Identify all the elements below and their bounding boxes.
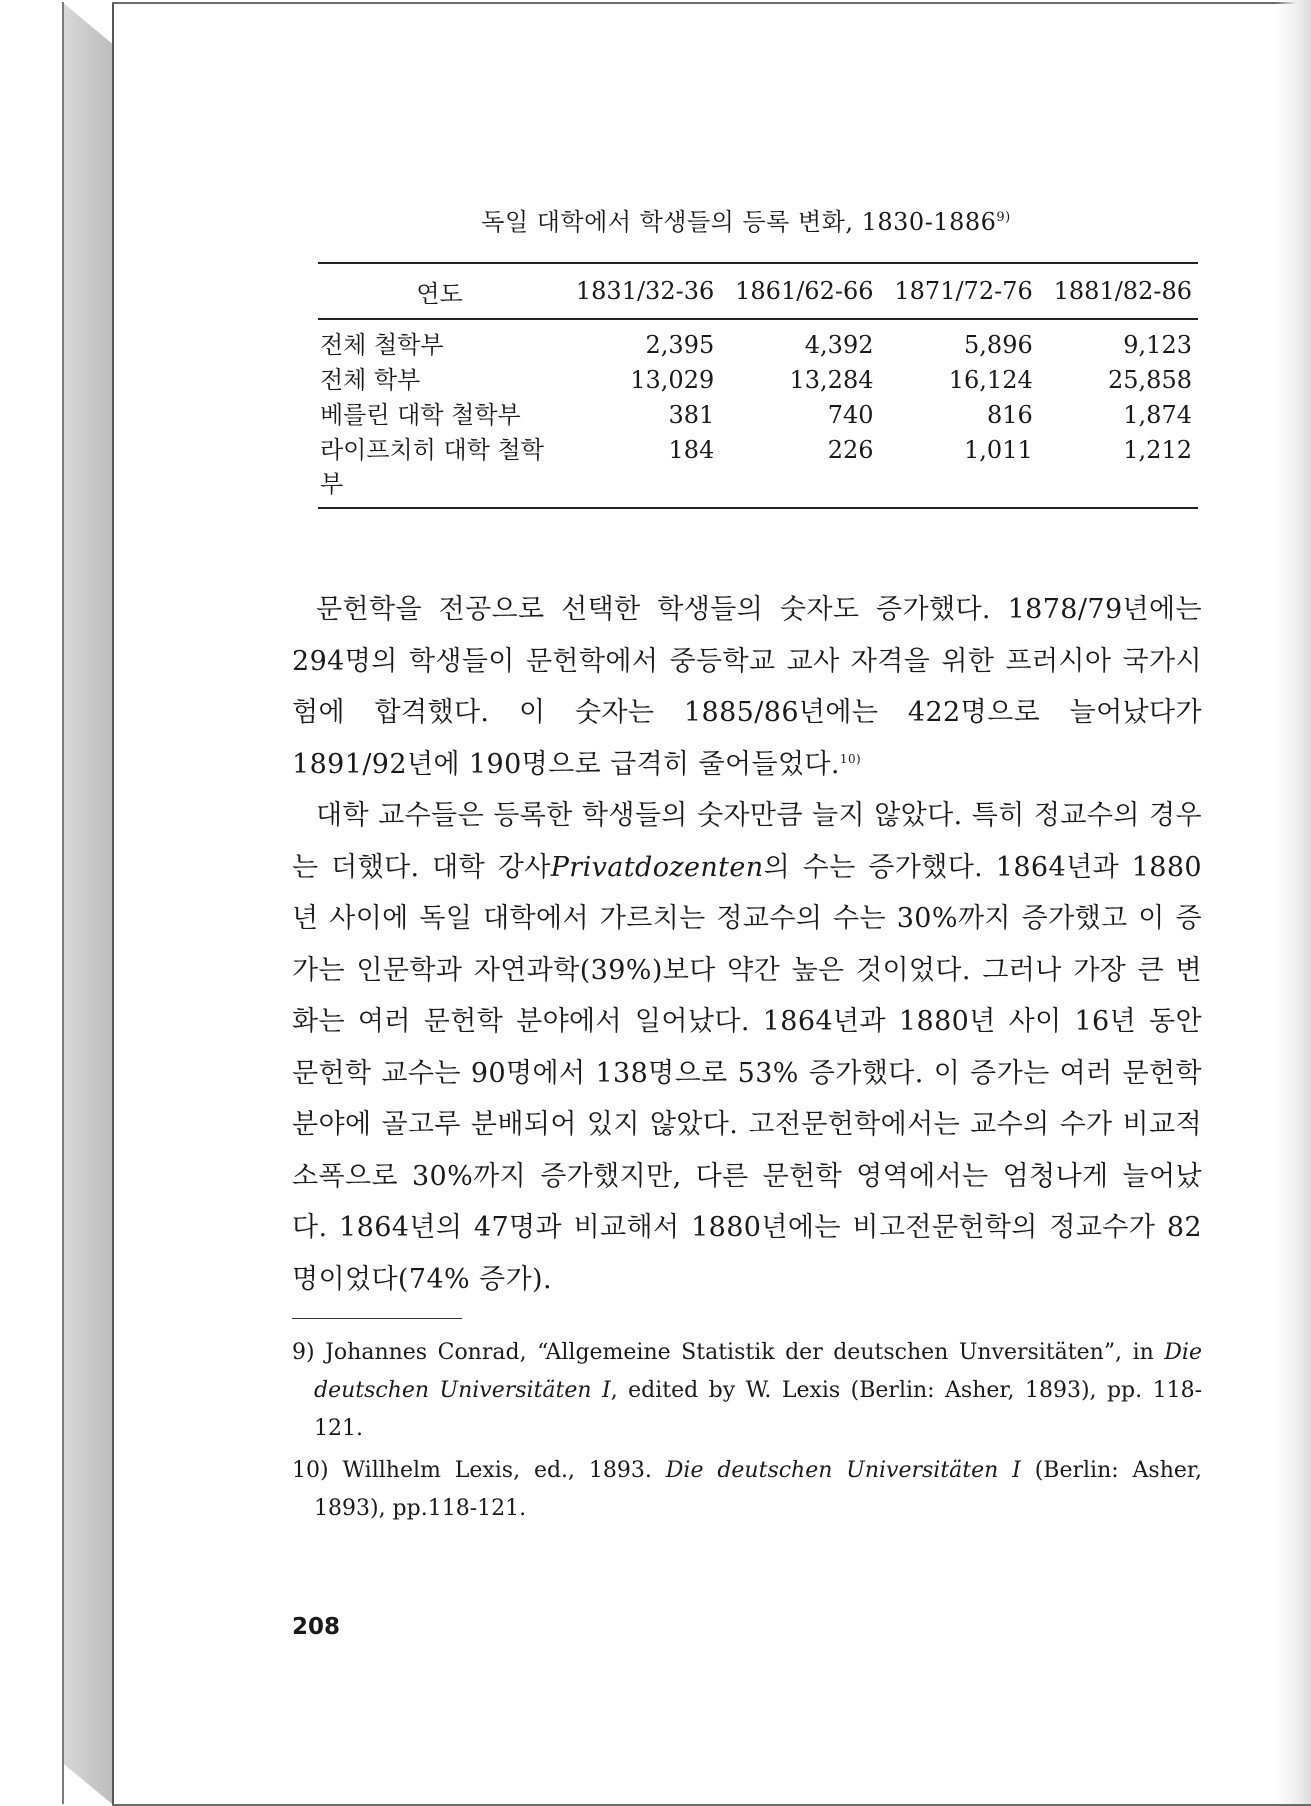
- table-caption: [292, 196, 1200, 240]
- header-period-2: 1861/62-66: [720, 263, 879, 319]
- row-label: 라이프치히 대학 철학부: [318, 433, 561, 508]
- table-row: [318, 319, 1198, 363]
- table-caption-footnote-ref: 9): [996, 210, 1011, 225]
- row-label: 전체 학부: [320, 366, 421, 394]
- footnote-9-title: Die deutschen Universitäten I: [314, 1340, 1202, 1403]
- header-period-4: 1881/82-86: [1039, 263, 1198, 319]
- table-section: [292, 196, 1200, 509]
- enrollment-table: [318, 262, 1198, 509]
- footnote-divider: [292, 1318, 462, 1319]
- table-cell: 381: [668, 401, 715, 429]
- paragraph-1-text: 문헌학을 전공으로 선택한 학생들의 숫자도 증가했다. 1878/79년에는 294명의 학생들이 문헌학에서 중등학교 교사 자격을 위한 프러시아 국가시험에 합격했다. 이 숫자는 1885/86년에는 422명으로 늘어났다가 1891/92년에 190명으로 급격히 줄어들었다.: [292, 594, 1202, 780]
- table-cell: 740: [827, 401, 874, 429]
- footnote-10-title: Die deutschen Universitäten I: [665, 1458, 1021, 1483]
- footnote-9: [292, 1334, 1202, 1448]
- header-period-1: 1831/32-36: [561, 263, 720, 319]
- table-cell: 25,858: [1108, 366, 1192, 394]
- header-period-3: 1871/72-76: [880, 263, 1039, 319]
- table-cell: 9,123: [1123, 331, 1192, 359]
- footnote-9-text-b: , edited by W. Lexis (Berlin: Asher, 1893), pp. 118-121.: [314, 1378, 1203, 1441]
- table-cell: 4,392: [804, 331, 874, 359]
- row-label: 베를린 대학 철학부: [320, 401, 521, 429]
- table-cell: 1,212: [1039, 433, 1198, 508]
- table-cell: 13,029: [630, 366, 715, 394]
- table-cell: 1,874: [1123, 401, 1192, 429]
- footnote-10-text-a: 10) Willhelm Lexis, ed., 1893.: [292, 1458, 666, 1483]
- page-number: 208: [292, 1614, 341, 1640]
- header-year: 연도: [318, 263, 561, 319]
- book-spine-edge: [62, 2, 64, 1804]
- table-row: [318, 363, 1198, 398]
- book-spine: [62, 2, 112, 1804]
- table-cell: 5,896: [964, 331, 1033, 359]
- table-cell: 816: [986, 401, 1033, 429]
- table-cell: 2,395: [645, 331, 715, 359]
- table-cell: 16,124: [948, 366, 1033, 394]
- footnote-ref-10: 10): [839, 751, 862, 766]
- paragraph-2-text-a: 대학 교수들은 등록한 학생들의 숫자만큼 늘지 않았다. 특히 정교수의 경우는 더했다. 대학 강사: [292, 800, 1202, 883]
- table-cell: 13,284: [789, 366, 874, 394]
- table-row: [318, 433, 1198, 508]
- table-row: [318, 398, 1198, 433]
- paragraph-2-italic-term: Privatdozenten: [550, 851, 764, 883]
- footnote-10: [292, 1452, 1202, 1528]
- paragraph-2-text-b: 의 수는 증가했다. 1864년과 1880년 사이에 독일 대학에서 가르치는 정교수의 수는 30%까지 증가했고 이 증가는 인문학과 자연과학(39%)보다 약간 높은 것이었다. 그러나 가장 큰 변화는 여러 문헌학 분야에서 일어났다. 1864년과 1880년 사이 16년 동안 문헌학 교수는 90명에서 138명으로 53% 증가했다. 이 증가는 여러 문헌학 분야에 골고루 분배되어 있지 않았다. 고전문헌학에서는 교수의 수가 비교적 소폭으로 30%까지 증가했지만, 다른 문헌학 영역에서는 엄청나게 늘어났다. 1864년의 47명과 비교해서 1880년에는 비고전문헌학의 정교수가 82명이었다(74% 증가).: [292, 851, 1202, 1295]
- row-label: 전체 철학부: [320, 331, 444, 359]
- footnote-10-text-b: (Berlin: Asher, 1893), pp.118-121.: [314, 1458, 1202, 1521]
- table-cell: 184: [561, 433, 720, 508]
- footnote-9-text-a: 9) Johannes Conrad, “Allgemeine Statistik der deutschen Unversitäten”, in: [292, 1340, 1165, 1365]
- table-header-row: [318, 263, 1198, 319]
- paragraph-2: [292, 790, 1202, 1305]
- paragraph-1: [292, 584, 1202, 790]
- table-cell: 1,011: [880, 433, 1039, 508]
- body-text: [292, 584, 1202, 1305]
- table-cell: 226: [720, 433, 879, 508]
- page-right-shadow: [1275, 0, 1311, 1806]
- footnotes: [292, 1334, 1202, 1532]
- table-caption-text: 독일 대학에서 학생들의 등록 변화, 1830-1886: [481, 208, 997, 236]
